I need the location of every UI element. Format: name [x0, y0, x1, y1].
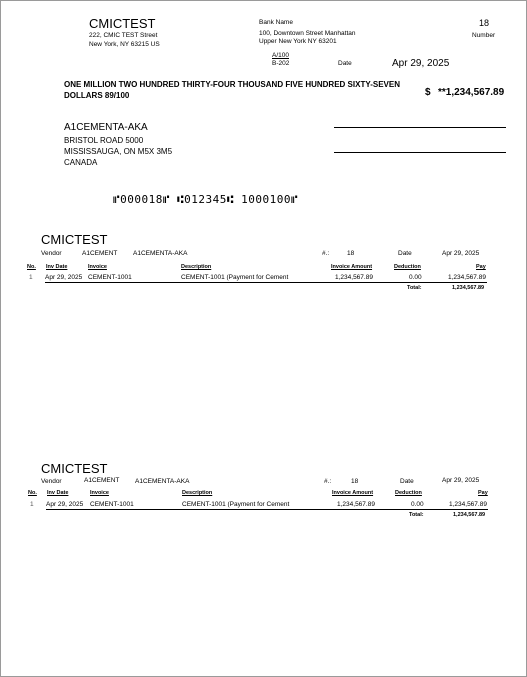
row-deduction: 0.00 [411, 501, 424, 508]
stub-company-name: CMICTEST [41, 461, 108, 476]
micr-line: ⑈000018⑈ ⑆012345⑆ 1000100⑈ [113, 193, 299, 206]
total-label: Total: [407, 285, 422, 291]
col-header-pay: Pay [476, 264, 486, 270]
col-header-inv-date: Inv Date [47, 490, 69, 496]
company-address-line-2: New York, NY 63215 US [89, 41, 160, 48]
stub-company-name: CMICTEST [41, 232, 108, 247]
bank-name: Bank Name [259, 19, 293, 26]
bank-routing-fraction-bottom: B-202 [272, 60, 290, 67]
amount-in-words: ONE MILLION TWO HUNDRED THIRTY-FOUR THOUSAND FIVE HUNDRED SIXTY-SEVEN DOLLARS 89/100 [64, 80, 401, 100]
stub-number-label: #.: [322, 250, 330, 257]
row-divider [46, 509, 488, 510]
col-header-description: Description [181, 264, 212, 270]
check-date-label: Date [338, 60, 352, 67]
stub-number-label: #.: [324, 478, 332, 485]
stub-date-label: Date [398, 250, 412, 257]
payee-address-line-2: MISSISSAUGA, ON M5X 3M5 [64, 147, 173, 156]
stub-date: Apr 29, 2025 [442, 250, 480, 257]
row-invoice-amount: 1,234,567.89 [337, 501, 375, 508]
total-amount: 1,234,567.89 [453, 512, 486, 518]
row-invoice: CEMENT-1001 [88, 274, 132, 281]
col-header-invoice-amount: Invoice Amount [332, 490, 374, 496]
row-deduction: 0.00 [409, 274, 422, 281]
check-number: 18 [479, 18, 490, 28]
total-amount: 1,234,567.89 [452, 285, 485, 291]
col-header-inv-date: Inv Date [46, 264, 68, 270]
bank-address-line-1: 100, Downtown Street Manhattan [259, 30, 356, 37]
check-number-label: Number [472, 32, 496, 39]
row-description: CEMENT-1001 (Payment for Cement [181, 274, 289, 281]
signature-line-2 [334, 152, 506, 153]
col-header-invoice: Invoice [90, 490, 109, 496]
row-no: 1 [29, 274, 33, 281]
col-header-description: Description [182, 490, 213, 496]
payee-address-line-1: BRISTOL ROAD 5000 [64, 136, 144, 145]
stub-number: 18 [347, 250, 355, 257]
bank-routing-fraction-top: A/100 [272, 52, 289, 59]
stub-vendor-code: A1CEMENT [84, 477, 120, 484]
stub-date: Apr 29, 2025 [442, 477, 480, 484]
col-header-invoice-amount: Invoice Amount [331, 264, 373, 270]
row-inv-date: Apr 29, 2025 [45, 274, 83, 281]
total-label: Total: [409, 512, 424, 518]
col-header-no: No. [28, 490, 37, 496]
stub-vendor-code: A1CEMENT [82, 250, 118, 257]
stub-date-label: Date [400, 478, 414, 485]
check-amount: **1,234,567.89 [438, 87, 505, 98]
stub-vendor-name: A1CEMENTA-AKA [135, 478, 190, 485]
row-inv-date: Apr 29, 2025 [46, 501, 84, 508]
stub-number: 18 [351, 478, 359, 485]
row-description: CEMENT-1001 (Payment for Cement [182, 501, 290, 508]
stub-vendor-label: Vendor [41, 250, 62, 257]
stub-vendor-name: A1CEMENTA-AKA [133, 250, 188, 257]
row-divider [45, 282, 487, 283]
payee-address-line-3: CANADA [64, 158, 98, 167]
row-invoice: CEMENT-1001 [90, 501, 134, 508]
col-header-pay: Pay [478, 490, 488, 496]
signature-line-1 [334, 127, 506, 128]
stub-vendor-label: Vendor [41, 478, 62, 485]
dollar-sign: $ [425, 87, 431, 98]
col-header-invoice: Invoice [88, 264, 107, 270]
company-address-line-1: 222, CMIC TEST Street [89, 32, 158, 39]
bank-address-line-2: Upper New York NY 63201 [259, 38, 337, 45]
row-pay: 1,234,567.89 [448, 274, 486, 281]
payee-name: A1CEMENTA-AKA [64, 122, 148, 133]
row-pay: 1,234,567.89 [449, 501, 487, 508]
check-date: Apr 29, 2025 [392, 58, 450, 69]
col-header-no: No. [27, 264, 36, 270]
col-header-deduction: Deduction [394, 264, 421, 270]
row-no: 1 [30, 501, 34, 508]
company-name: CMICTEST [89, 16, 156, 31]
col-header-deduction: Deduction [395, 490, 422, 496]
row-invoice-amount: 1,234,567.89 [335, 274, 373, 281]
